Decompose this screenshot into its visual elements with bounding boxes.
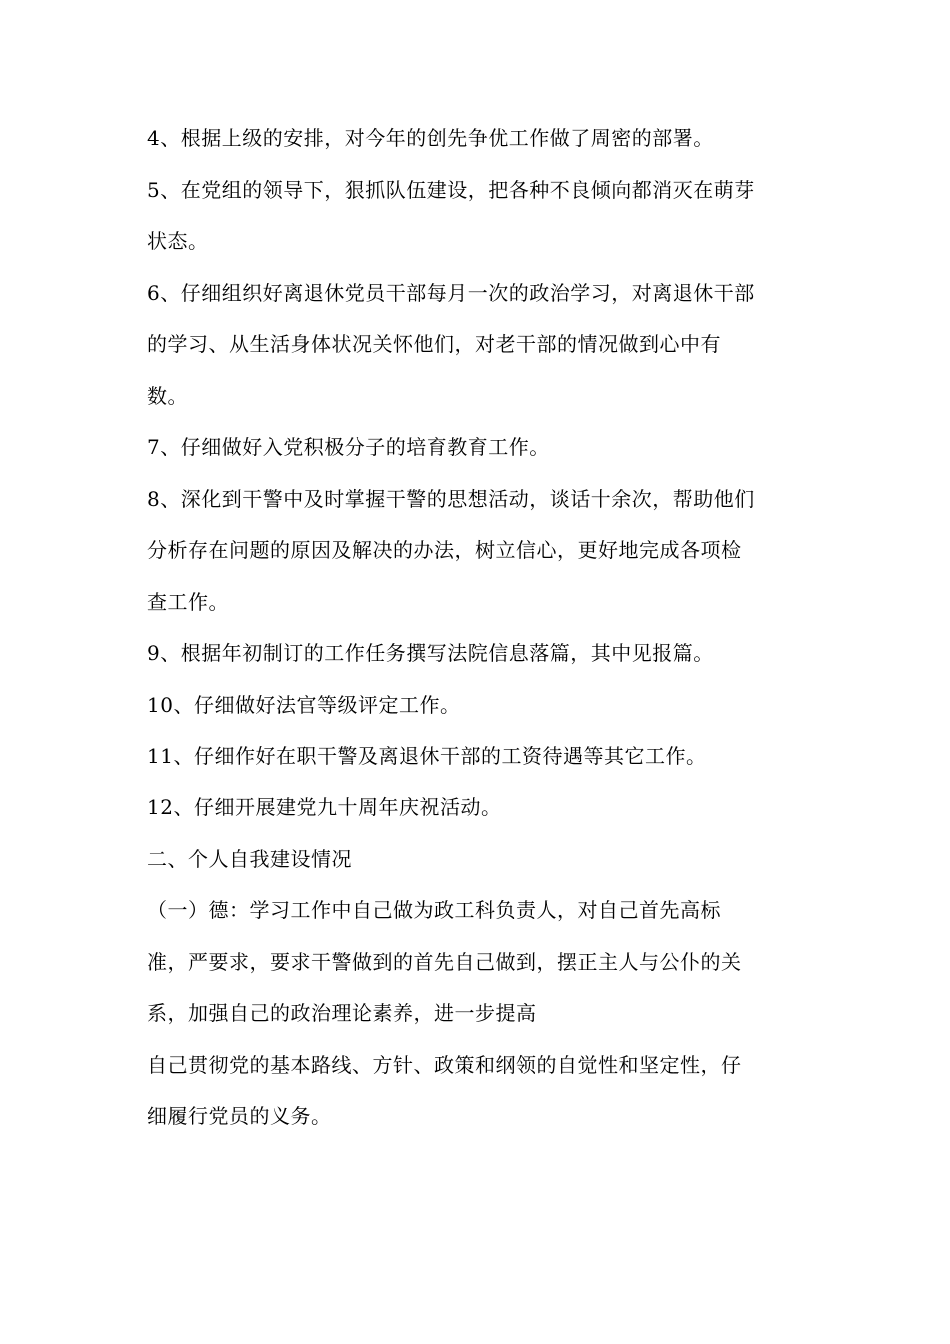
text-line: 5、在党组的领导下，狠抓队伍建设，把各种不良倾向都消灭在萌芽 — [147, 178, 755, 202]
text-line: 系，加强自己的政治理论素养，进一步提高 — [147, 1001, 537, 1025]
text-line: 12、仔细开展建党九十周年庆祝活动。 — [147, 795, 502, 819]
text-line: 8、深化到干警中及时掌握干警的思想活动，谈话十余次，帮助他们 — [147, 487, 755, 511]
text-line: 查工作。 — [147, 590, 229, 614]
section-heading: 二、个人自我建设情况 — [147, 847, 352, 871]
text-line: 10、仔细做好法官等级评定工作。 — [147, 693, 461, 717]
text-line: 7、仔细做好入党积极分子的培育教育工作。 — [147, 435, 550, 459]
text-line: 自己贯彻党的基本路线、方针、政策和纲领的自觉性和坚定性，仔 — [147, 1053, 742, 1077]
text-line: 的学习、从生活身体状况关怀他们，对老干部的情况做到心中有 — [147, 332, 721, 356]
text-line: 4、根据上级的安排，对今年的创先争优工作做了周密的部署。 — [147, 126, 714, 150]
text-line: （一）德：学习工作中自己做为政工科负责人，对自己首先高标 — [147, 898, 721, 922]
text-line: 数。 — [147, 384, 188, 408]
text-line: 准，严要求，要求干警做到的首先自己做到，摆正主人与公仆的关 — [147, 950, 742, 974]
text-line: 状态。 — [147, 229, 209, 253]
text-line: 细履行党员的义务。 — [147, 1104, 332, 1128]
text-line: 9、根据年初制订的工作任务撰写法院信息落篇，其中见报篇。 — [147, 641, 714, 665]
text-line: 6、仔细组织好离退休党员干部每月一次的政治学习，对离退休干部 — [147, 281, 755, 305]
text-line: 分析存在问题的原因及解决的办法，树立信心，更好地完成各项检 — [147, 538, 742, 562]
text-line: 11、仔细作好在职干警及离退休干部的工资待遇等其它工作。 — [147, 744, 707, 768]
